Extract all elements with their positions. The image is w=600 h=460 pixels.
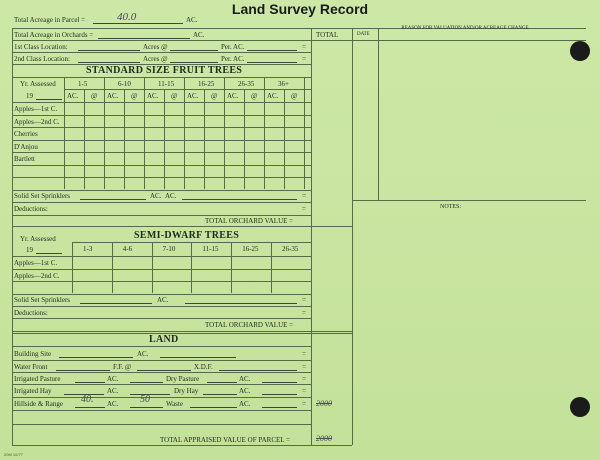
second-class-location-label: 2nd Class Location: (14, 55, 70, 63)
standard-age-group: 6-10 (118, 80, 131, 88)
standard-row-label: Apples—1st C. (14, 105, 58, 113)
semi-age-group: 7-10 (162, 245, 176, 253)
semi-age-group: 16-25 (242, 245, 259, 253)
semi-dwarf-heading: SEMI-DWARF TREES (134, 230, 240, 241)
standard-age-group: 36+ (278, 80, 289, 88)
hillside-rate-value: 50 (140, 394, 150, 405)
date-column-header: DATE (357, 32, 370, 37)
form-code: 20M 10/77 (4, 452, 23, 457)
standard-row-label: Apples—2nd C. (14, 117, 60, 126)
hillside-range-label: Hillside & Range (14, 400, 63, 408)
semi-age-group: 11-15 (202, 245, 219, 253)
punch-hole-top (570, 41, 590, 61)
standard-rate-subheader: @ (211, 92, 218, 100)
total-acreage-parcel-value: 40.0 (117, 11, 137, 23)
water-front-label: Water Front (14, 363, 48, 371)
standard-row-label: Cherries (14, 130, 38, 138)
standard-row-label: D'Anjou (14, 142, 38, 151)
first-class-location-label: 1st Class Location: (14, 43, 68, 51)
standard-row-label: Bartlett (14, 155, 35, 163)
standard-ac-subheader: AC. (267, 92, 279, 100)
semi-age-group: 1-3 (83, 245, 93, 253)
semi-sprinklers-label: Solid Set Sprinklers (14, 296, 71, 304)
semi-row-label: Apples—1st C. (14, 259, 58, 267)
standard-sprinklers-label: Solid Set Sprinklers (14, 192, 71, 200)
semi-age-group: 26-35 (282, 245, 299, 253)
punch-hole-bottom (570, 397, 590, 417)
semi-total-orchard-value: TOTAL ORCHARD VALUE = (205, 321, 294, 329)
standard-ac-subheader: AC. (187, 92, 199, 100)
standard-ac-subheader: AC. (227, 92, 239, 100)
standard-rate-subheader: @ (91, 92, 98, 100)
reason-column-header: REASON FOR VALUATION AND/OR ACREAGE CHANGE (401, 26, 529, 31)
semi-yr-assessed-label: Yr. Assessed (20, 235, 56, 243)
standard-trees-heading: STANDARD SIZE FRUIT TREES (86, 65, 243, 76)
standard-ac-subheader: AC. (107, 92, 119, 100)
hillside-acres-value: 40. (81, 394, 94, 405)
standard-age-group: 16-25 (198, 80, 215, 88)
standard-age-group: 1-5 (78, 80, 88, 88)
irrigated-hay-label: Irrigated Hay (14, 387, 52, 395)
dry-hay-label: Dry Hay (174, 387, 199, 395)
waste-label: Waste (166, 400, 183, 408)
notes-label: NOTES: (440, 204, 461, 210)
semi-age-group: 4-6 (122, 245, 133, 253)
survey-card: Land Survey Record TOTAL DATE REASON FOR VALUATION AND/OR ACREAGE CHANGE NOTES: Total Acreage in Parcel = 40.0 AC. Total Acreage in Orchards = AC. 1st Class Location: Acres @ Per. AC. = 2nd Class Location: Acres @ Per. AC. = STANDARD SIZE FRUIT TREES Yr. Assessed 1-5 6-10 11-15 16-25 26-35 36+ 19 AC. @ AC. @ AC. @ AC. @ AC. @ AC. @ Apples—1st C. Apples—2nd C. Cherries D'Anjou Bartlett Solid Set Sprinklers AC. AC. = Deductions: = TOTAL ORCHARD VALUE = Yr. Assessed SEMI-DWARF TREES 1-3 4-6 7-10 11-15 16-25 26-35 19 Apples—1st C. Apples—2nd C. Solid Set Sprinklers AC. = Deductions: = TOTAL ORCHARD VALUE = LAND Building Site AC. = Water Front F.F. @ X.D.F. = Irrigated Pasture AC. Dry Pasture AC. = Irrigated Hay AC. Dry Hay AC. = Hillside & Range 40. AC. 50 Waste AC. = 2000 TOTAL APPRAISED VALUE OF PARCEL = 2000 20M 10/77 (0, 0, 600, 460)
standard-age-group: 26-35 (238, 80, 255, 88)
standard-rate-subheader: @ (251, 92, 258, 100)
page-title: Land Survey Record (231, 1, 369, 17)
standard-deductions-label: Deductions: (14, 205, 48, 213)
total-column-header: TOTAL (316, 31, 339, 39)
total-acreage-orchards-label: Total Acreage in Orchards = (14, 31, 94, 39)
standard-age-group: 11-15 (158, 80, 175, 88)
semi-deductions-label: Deductions: (14, 309, 48, 317)
standard-rate-subheader: @ (171, 92, 178, 100)
standard-rate-subheader: @ (131, 92, 138, 100)
dry-pasture-label: Dry Pasture (166, 375, 200, 383)
standard-rate-subheader: @ (291, 92, 298, 100)
irrigated-pasture-label: Irrigated Pasture (14, 375, 61, 383)
total-appraised-value: 2000 (316, 434, 332, 443)
standard-ac-subheader: AC. (67, 92, 79, 100)
total-acreage-parcel-label: Total Acreage in Parcel = (14, 16, 86, 24)
hillside-total-value: 2000 (316, 399, 332, 408)
total-appraised-label: TOTAL APPRAISED VALUE OF PARCEL = (160, 436, 290, 444)
standard-ac-subheader: AC. (147, 92, 159, 100)
land-heading: LAND (149, 334, 179, 345)
semi-row-label: Apples—2nd C. (14, 271, 60, 280)
building-site-label: Building Site (14, 350, 52, 358)
standard-yr-assessed-label: Yr. Assessed (20, 80, 56, 88)
standard-total-orchard-value: TOTAL ORCHARD VALUE = (205, 217, 294, 225)
